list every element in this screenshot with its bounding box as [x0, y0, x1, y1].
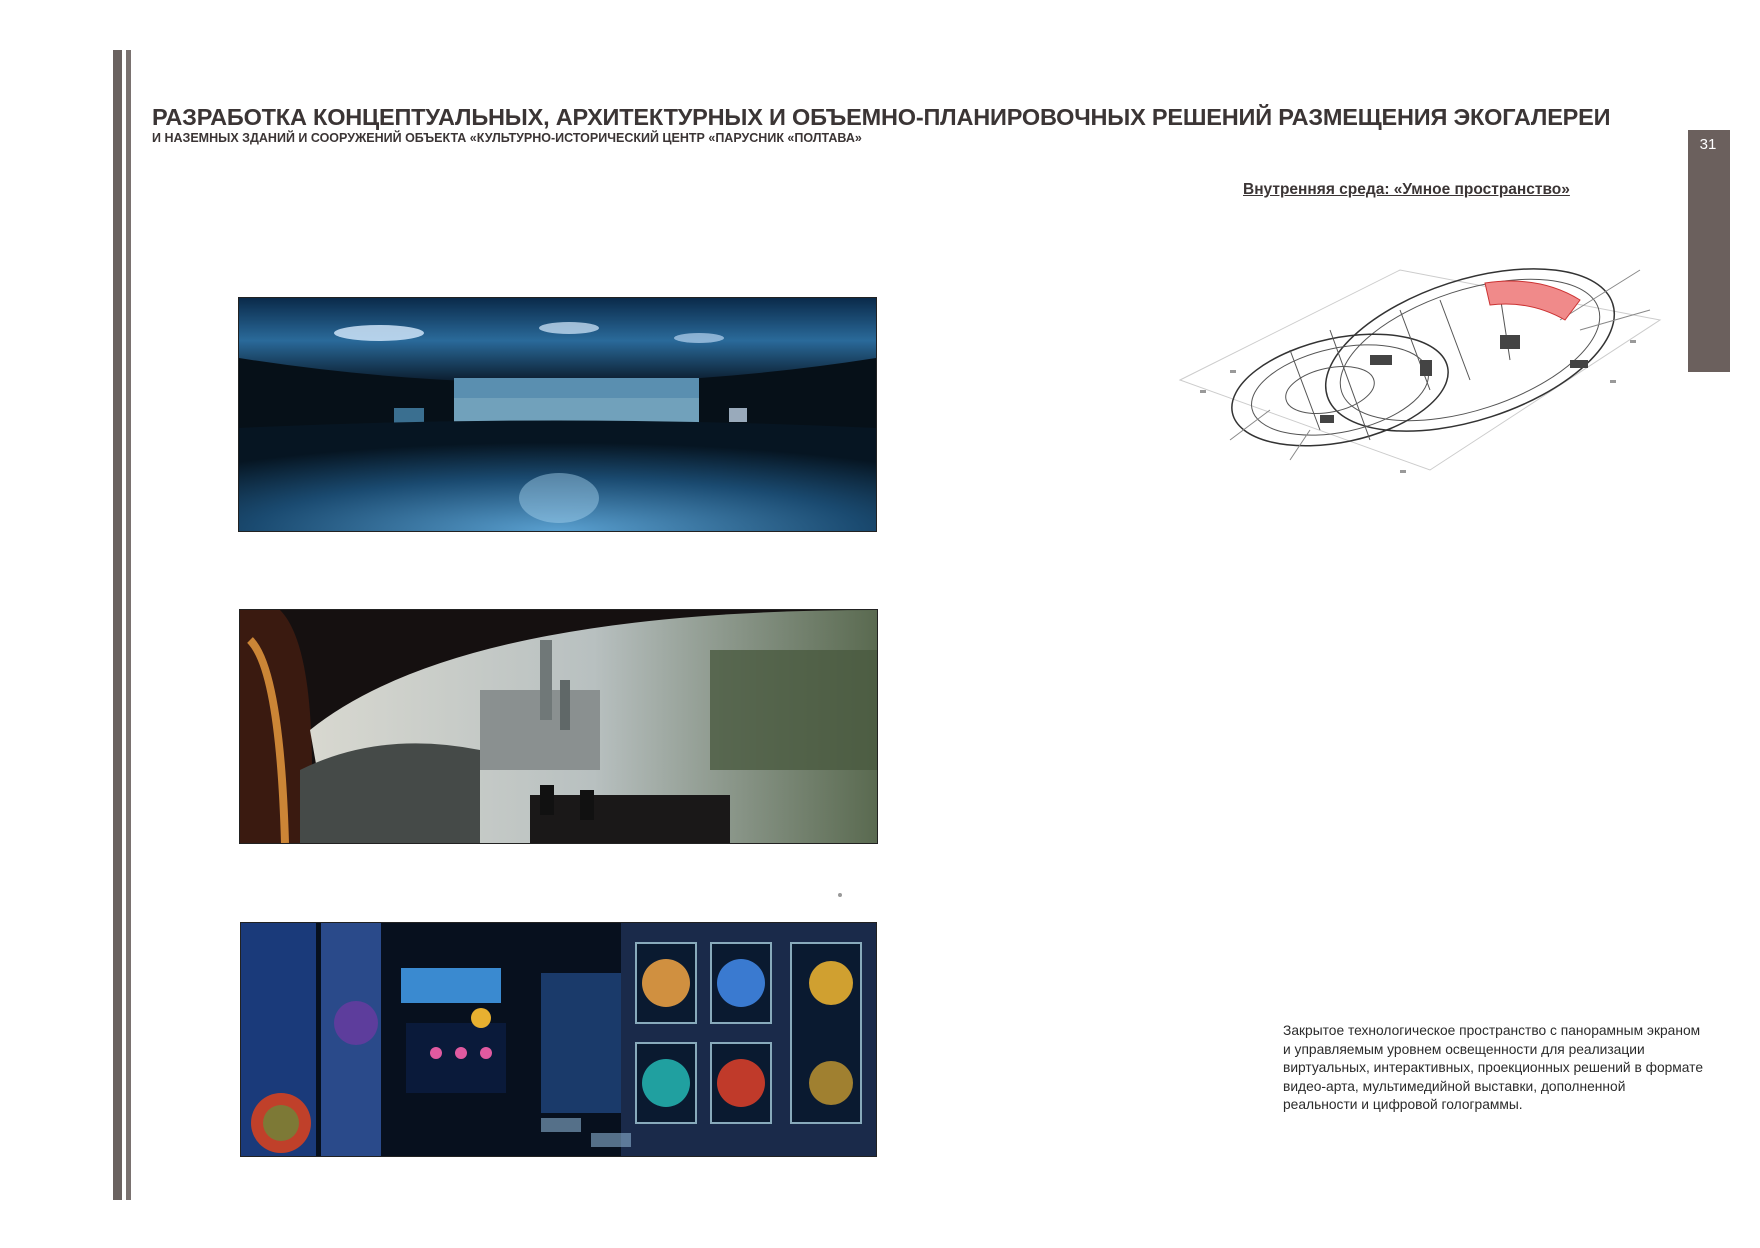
photo-ship-projection-tunnel — [239, 609, 878, 844]
description-paragraph: Закрытое технологическое пространство с панорамным экраном и управляемым уровнем освещенности для реализации виртуальных, интерактивных, проекционных решений в формате видео-арта, мультимедийной выставки, дополненной реальности и цифровой голограммы. — [1283, 1023, 1703, 1112]
left-accent-bar — [113, 50, 122, 1200]
page-title: РАЗРАБОТКА КОНЦЕПТУАЛЬНЫХ, АРХИТЕКТУРНЫХ И ОБЪЕМНО-ПЛАНИРОВОЧНЫХ РЕШЕНИЙ РАЗМЕЩЕНИЯ ЭКОГАЛЕРЕИ — [152, 104, 1611, 130]
scan-speck — [838, 893, 842, 897]
page-number: 31 — [1699, 136, 1717, 153]
description-text — [1283, 1022, 1703, 1115]
page-number-tab — [1688, 130, 1730, 372]
page-subtitle: И НАЗЕМНЫХ ЗДАНИЙ И СООРУЖЕНИЙ ОБЪЕКТА «КУЛЬТУРНО-ИСТОРИЧЕСКИЙ ЦЕНТР «ПАРУСНИК «ПОЛТАВА» — [152, 131, 862, 145]
photo-panoramic-hall — [238, 297, 877, 532]
left-accent-bar-thin — [126, 50, 131, 1200]
photo-space-exhibition — [240, 922, 877, 1157]
section-heading: Внутренняя среда: «Умное пространство» — [1243, 181, 1570, 198]
floor-plan-diagram — [1170, 240, 1670, 520]
